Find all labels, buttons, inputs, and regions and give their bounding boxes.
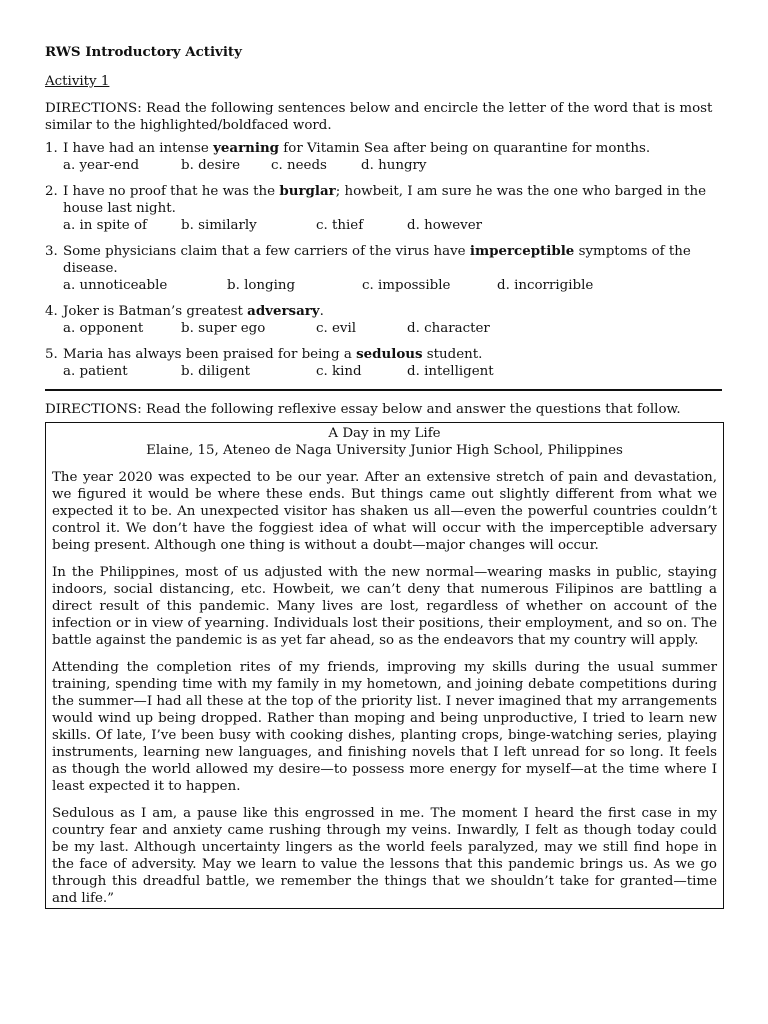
- essay-box: [45, 422, 724, 909]
- option-c[interactable]: c. impossible: [362, 278, 451, 293]
- option-d[interactable]: d. intelligent: [407, 364, 494, 379]
- option-c[interactable]: c. kind: [316, 364, 362, 379]
- essay-title: A Day in my Life: [328, 426, 441, 441]
- option-a[interactable]: a. year-end: [63, 158, 140, 173]
- option-c[interactable]: c. evil: [316, 321, 357, 336]
- question-text: I have no proof that he was the burglar; howbeit, I am sure he was the one who barged in the house last night.: [63, 183, 707, 216]
- option-d[interactable]: d. character: [407, 321, 490, 336]
- boldfaced-word: yearning: [213, 140, 280, 156]
- question-number: 4.: [45, 304, 58, 319]
- essay-paragraph: Sedulous as I am, a pause like this engrossed in me. The moment I heard the first case in my country fear and anxiety came rushing through my veins. Inwardly, I felt as though today could be my last. Although uncertainty lingers as the world feels paralyzed, may we still find hope in the face of adversity. May we learn to value the lessons that this pandemic brings us. As we go through this dreadful battle, we remember the things that we shouldn’t take for granted—time and life.”: [52, 806, 717, 906]
- option-a[interactable]: a. unnoticeable: [63, 278, 168, 293]
- option-d[interactable]: d. hungry: [361, 158, 427, 173]
- question-item: [45, 243, 722, 294]
- question-text: I have had an intense yearning for Vitamin Sea after being on quarantine for months.: [63, 140, 651, 156]
- essay-paragraph: The year 2020 was expected to be our year. After an extensive stretch of pain and devastation, we figured it would be where these ends. But things came out slightly different from what we expected it to be. An unexpected visitor has shaken us all—even the powerful countries couldn’t control it. We don’t have the foggiest idea of what will occur with the imperceptible adversary being present. Although one thing is without a doubt—major changes will occur.: [52, 470, 717, 553]
- boldfaced-word: sedulous: [356, 346, 423, 362]
- worksheet-page: [45, 44, 722, 909]
- option-c[interactable]: c. thief: [316, 218, 364, 233]
- essay-paragraph: Attending the completion rites of my friends, improving my skills during the usual summer training, spending time with my family in my hometown, and joining debate competitions during the summer—I had all these at the top of the priority list. I never imagined that my arrangements would wind up being dropped. Rather than moping and being unproductive, I tried to learn new skills. Of late, I’ve been busy with cooking dishes, planting crops, binge-watching series, playing instruments, learning new languages, and finishing novels that I left unread for so long. It feels as though the world allowed my desire—to possess more energy for myself—at the time where I least expected it to happen.: [52, 660, 717, 794]
- option-b[interactable]: b. desire: [181, 158, 241, 173]
- option-c[interactable]: c. needs: [271, 158, 327, 173]
- essay-paragraph: In the Philippines, most of us adjusted with the new normal—wearing masks in public, staying indoors, social distancing, etc. Howbeit, we can’t deny that numerous Filipinos are battling a direct result of this pandemic. Many lives are lost, regardless of whether on account of the infection or in view of yearning. Individuals lost their positions, their employment, and so on. The battle against the pandemic is as yet far ahead, so as the endeavors that my country will apply.: [52, 565, 717, 648]
- answer-options: [45, 217, 722, 234]
- option-a[interactable]: a. opponent: [63, 321, 144, 336]
- question-item: [45, 140, 722, 174]
- section-divider: [45, 389, 722, 391]
- essay-directions: DIRECTIONS: Read the following reflexive essay below and answer the questions that follow.: [45, 402, 681, 417]
- boldfaced-word: adversary: [247, 303, 320, 319]
- question-number: 2.: [45, 184, 58, 199]
- option-d[interactable]: d. however: [407, 218, 483, 233]
- question-item: [45, 346, 722, 380]
- answer-options: [45, 157, 722, 174]
- option-b[interactable]: b. longing: [227, 278, 296, 293]
- answer-options: [45, 363, 722, 380]
- essay-author: Elaine, 15, Ateneo de Naga University Junior High School, Philippines: [146, 443, 623, 458]
- option-a[interactable]: a. in spite of: [63, 218, 147, 233]
- option-b[interactable]: b. similarly: [181, 218, 257, 233]
- page-title: RWS Introductory Activity: [45, 44, 242, 60]
- activity-directions: DIRECTIONS: Read the following sentences below and encircle the letter of the word that is most similar to the highlighted/boldfaced word.: [45, 101, 713, 133]
- activity-heading: Activity 1: [45, 74, 110, 89]
- option-b[interactable]: b. diligent: [181, 364, 251, 379]
- boldfaced-word: burglar: [279, 183, 336, 199]
- question-item: [45, 303, 722, 337]
- question-list: [45, 140, 722, 380]
- question-item: [45, 183, 722, 234]
- option-b[interactable]: b. super ego: [181, 321, 266, 336]
- question-text: Joker is Batman’s greatest adversary.: [63, 303, 324, 319]
- question-number: 1.: [45, 141, 58, 156]
- answer-options: [45, 277, 722, 294]
- boldfaced-word: imperceptible: [469, 243, 575, 259]
- question-number: 5.: [45, 347, 58, 362]
- question-text: Some physicians claim that a few carriers of the virus have imperceptible symptoms of the disease.: [63, 243, 691, 276]
- option-d[interactable]: d. incorrigible: [497, 278, 594, 293]
- question-number: 3.: [45, 244, 58, 259]
- option-a[interactable]: a. patient: [63, 364, 128, 379]
- answer-options: [45, 320, 722, 337]
- question-text: Maria has always been praised for being a sedulous student.: [63, 346, 483, 362]
